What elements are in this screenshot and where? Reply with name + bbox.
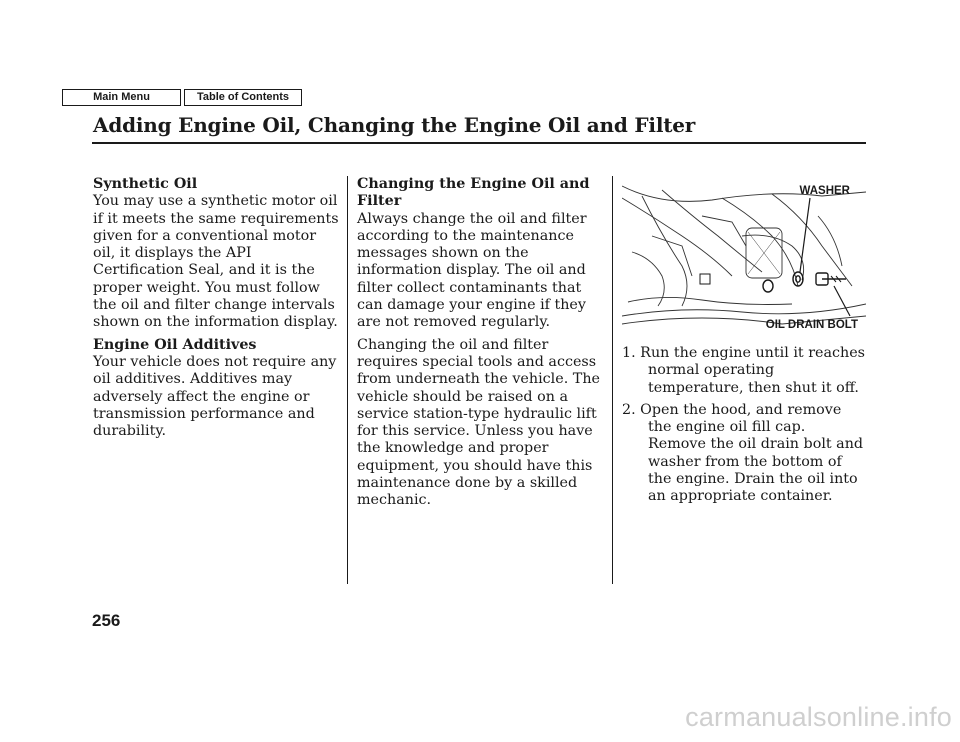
- paragraph-service-lift: Changing the oil and filter requires special tools and access from underneath the vehicle. The vehicle should be raised on a service station-type hydraulic lift for this service. Unless you have the knowledge and proper equipment, you should have this maintenance done by a skilled mechanic.: [357, 336, 600, 509]
- washer-label: WASHER: [799, 185, 850, 197]
- page-title: Adding Engine Oil, Changing the Engine Oil and Filter: [93, 113, 696, 137]
- column-divider: [347, 176, 348, 584]
- watermark-text: carmanualsonline.info: [685, 702, 952, 732]
- heading-synthetic-oil: Synthetic Oil: [93, 176, 198, 192]
- column-divider: [612, 176, 613, 584]
- table-of-contents-button[interactable]: Table of Contents: [184, 89, 302, 106]
- paragraph-oil-additives: Your vehicle does not require any oil additives. Additives may adversely affect the engine or transmission performance and durability.: [93, 353, 337, 440]
- column-synthetic-oil: [93, 176, 341, 445]
- oil-drain-bolt-label: OIL DRAIN BOLT: [765, 319, 858, 331]
- heading-changing-oil: Changing the Engine Oil and Filter: [357, 176, 590, 210]
- paragraph-synthetic-oil: You may use a synthetic motor oil if it meets the same requirements given for a conventional motor oil, it displays the API Certification Seal, and it is the proper weight. You must follow the oil and filter change intervals shown on the information display.: [93, 193, 339, 331]
- step-2: 2. Open the hood, and remove the engine oil fill cap. Remove the oil drain bolt and washer from the bottom of the engine. Drain the oil into an appropriate container.: [622, 401, 864, 505]
- main-menu-button[interactable]: Main Menu: [62, 89, 181, 106]
- oil-drain-bolt-illustration: [622, 176, 866, 332]
- column-procedure: [622, 176, 866, 511]
- step-1: 1. Run the engine until it reaches normal operating temperature, then shut it off.: [622, 345, 866, 396]
- page-number: 256: [92, 611, 121, 630]
- title-divider: [92, 142, 866, 144]
- paragraph-change-interval: Always change the oil and filter according to the maintenance messages shown on the information display. The oil and filter collect contaminants that can damage your engine if they are not removed regularly.: [357, 210, 587, 331]
- column-changing-oil: [357, 176, 607, 515]
- heading-oil-additives: Engine Oil Additives: [93, 336, 257, 353]
